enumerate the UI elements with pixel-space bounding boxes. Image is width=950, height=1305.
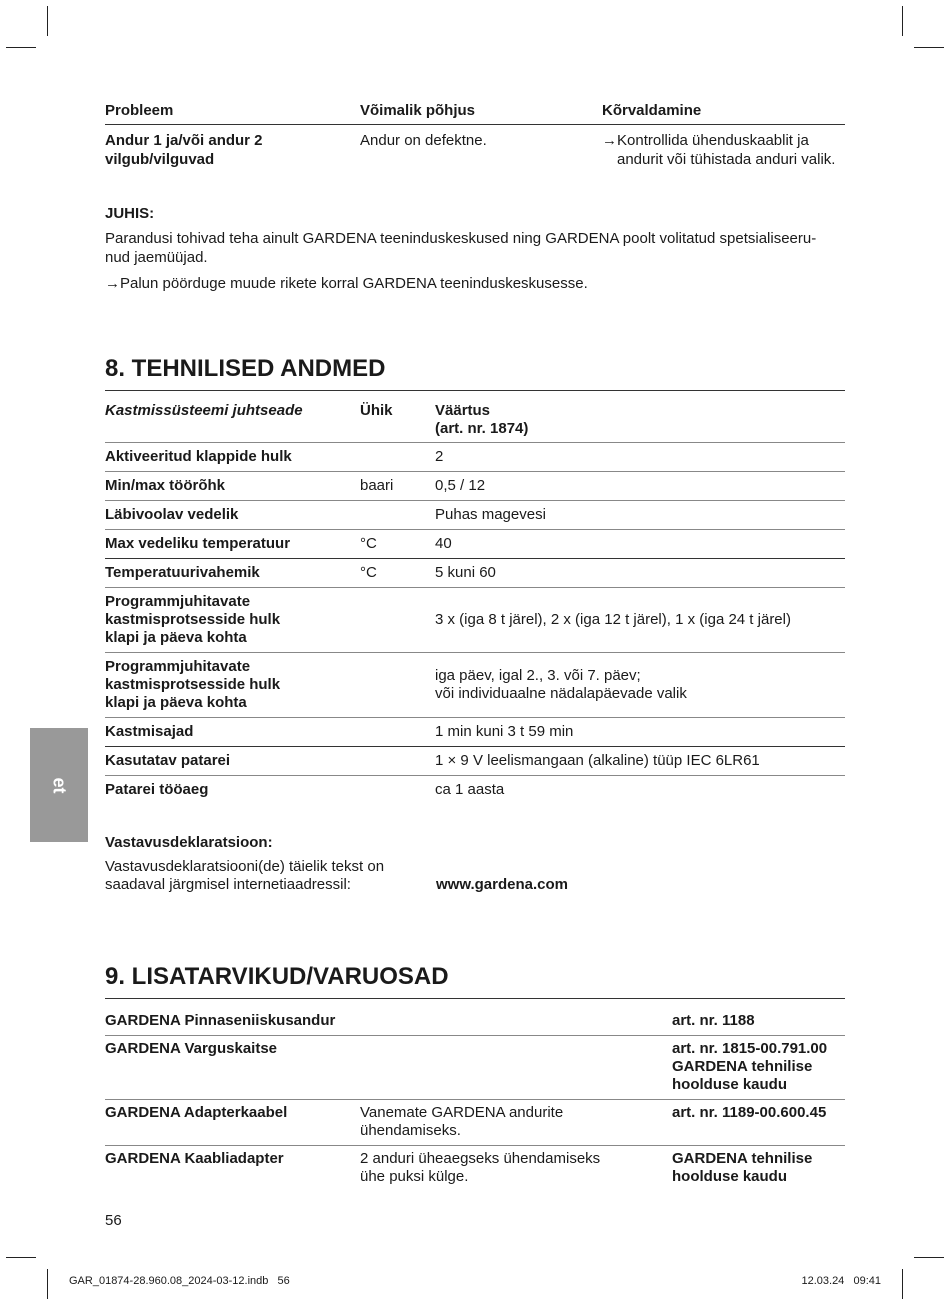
declaration-text [105, 858, 436, 894]
row-label: Patarei tööaeg [105, 781, 209, 798]
row-label [105, 593, 360, 647]
accessory-art [672, 1040, 845, 1094]
language-code: et [49, 776, 70, 794]
row-label: Temperatuurivahemik [105, 564, 260, 581]
declaration-row [105, 858, 845, 894]
section-title-accessories: 9. LISATARVIKUD/VARUOSAD [105, 962, 845, 999]
arrow-right-icon: → [105, 275, 120, 292]
accessory-art-line: art. nr. 1189-00.600.45 [672, 1104, 827, 1121]
row-label-line: Programmjuhitavate [105, 593, 251, 610]
crop-mark [47, 1269, 48, 1299]
accessory-desc [360, 1104, 672, 1140]
row-label: Aktiveeritud klappide hulk [105, 448, 292, 465]
language-tab [30, 728, 88, 842]
print-footer-timestamp: 12.03.24 09:41 [801, 1275, 881, 1287]
row-label: Läbivoolav vedelik [105, 506, 239, 523]
problem-cell [105, 131, 360, 169]
row-label-line: klapi ja päeva kohta [105, 629, 247, 646]
accessory-name: GARDENA Varguskaitse [105, 1040, 278, 1057]
note-line: nud jaemüüjad. [105, 249, 208, 266]
row-value-line: või individuaalne nädalapäevade valik [435, 685, 687, 702]
table-row [105, 1100, 845, 1146]
row-unit: °C [360, 564, 377, 581]
table-row [105, 443, 845, 472]
row-value: 0,5 / 12 [435, 477, 486, 494]
row-value [435, 667, 845, 703]
accessory-name: GARDENA Kaabliadapter [105, 1150, 284, 1167]
row-label: Kastmisajad [105, 723, 194, 740]
row-label-line: Programmjuhitavate [105, 658, 251, 675]
table-row [105, 472, 845, 501]
accessory-art-line: art. nr. 1188 [672, 1012, 755, 1029]
table-row [105, 588, 845, 653]
row-value: 1 × 9 V leelismangaan (alkaline) tüüp IEC 6LR61 [435, 752, 760, 769]
header-problem: Probleem [105, 102, 174, 119]
header-fix: Kõrvaldamine [602, 102, 702, 119]
section-title-technical-data: 8. TEHNILISED ANDMED [105, 354, 845, 391]
troubleshooting-table [105, 101, 845, 169]
accessory-art-line: hoolduse kaudu [672, 1168, 788, 1185]
accessory-art [672, 1012, 845, 1030]
declaration-line: saadaval järgmisel internetiaadressil: [105, 876, 351, 893]
accessory-desc-line: 2 anduri üheaegseks ühendamiseks [360, 1150, 601, 1167]
note-body [105, 229, 845, 267]
crop-mark [6, 47, 36, 48]
row-label-line: kastmisprotsesside hulk [105, 676, 281, 693]
row-value: ca 1 aasta [435, 781, 505, 798]
crop-mark [914, 47, 944, 48]
table-row [105, 1008, 845, 1036]
fix-line: andurit või tühistada anduri valik. [617, 151, 836, 168]
accessory-art-line: hoolduse kaudu [672, 1076, 788, 1093]
table-header [105, 101, 845, 125]
note-arrow-line [105, 274, 845, 293]
crop-mark [902, 6, 903, 36]
header-value-line: (art. nr. 1874) [435, 420, 529, 437]
row-value: 40 [435, 535, 452, 552]
note-line: Parandusi tohivad teha ainult GARDENA teeninduskeskused ning GARDENA poolt volitatud spetsialiseeru- [105, 230, 817, 247]
arrow-right-icon: → [602, 132, 617, 149]
table-header [105, 398, 845, 443]
note-arrow-text: Palun pöörduge muude rikete korral GARDENA teeninduskeskusesse. [120, 275, 588, 292]
accessory-art-line: GARDENA tehnilise [672, 1058, 813, 1075]
table-row [105, 1146, 845, 1191]
accessory-desc [360, 1150, 672, 1186]
row-unit: °C [360, 535, 377, 552]
header-value [435, 402, 845, 438]
row-value: 1 min kuni 3 t 59 min [435, 723, 574, 740]
accessory-art-line: GARDENA tehnilise [672, 1150, 813, 1167]
accessories-table [105, 1008, 845, 1191]
header-device: Kastmissüsteemi juhtseade [105, 402, 303, 419]
accessory-art [672, 1104, 845, 1122]
page-number: 56 [105, 1212, 122, 1229]
accessory-name: GARDENA Adapterkaabel [105, 1104, 288, 1121]
row-unit: baari [360, 477, 394, 494]
header-cause: Võimalik põhjus [360, 102, 476, 119]
note-title: JUHIS: [105, 205, 155, 222]
accessory-desc-line: Vanemate GARDENA andurite [360, 1104, 564, 1121]
crop-mark [914, 1257, 944, 1258]
row-value-line: iga päev, igal 2., 3. või 7. päev; [435, 667, 641, 684]
row-value: 5 kuni 60 [435, 564, 496, 581]
row-label-line: kastmisprotsesside hulk [105, 611, 281, 628]
accessory-art [672, 1150, 845, 1186]
row-value: 2 [435, 448, 444, 465]
accessory-desc-line: ühe puksi külge. [360, 1168, 469, 1185]
table-row [105, 653, 845, 718]
print-footer-file: GAR_01874-28.960.08_2024-03-12.indb 56 [69, 1275, 290, 1287]
row-label: Kasutatav patarei [105, 752, 231, 769]
table-row [105, 776, 845, 804]
table-row [105, 1036, 845, 1100]
accessory-art-line: art. nr. 1815-00.791.00 [672, 1040, 828, 1057]
table-row [105, 501, 845, 530]
table-row [105, 718, 845, 747]
declaration-url-link[interactable]: www.gardena.com [436, 876, 568, 893]
problem-line: Andur 1 ja/või andur 2 [105, 132, 263, 149]
cause-cell: Andur on defektne. [360, 132, 487, 149]
header-unit: Ühik [360, 402, 393, 419]
crop-mark [6, 1257, 36, 1258]
table-row [105, 747, 845, 776]
note-block [105, 204, 845, 293]
row-value: 3 x (iga 8 t järel), 2 x (iga 12 t järel), 1 x (iga 24 t järel) [435, 611, 791, 628]
declaration-title: Vastavusdeklaratsioon: [105, 834, 273, 851]
fix-cell [602, 131, 845, 169]
accessory-name: GARDENA Pinnaseniiskusandur [105, 1012, 336, 1029]
row-value: Puhas magevesi [435, 506, 546, 523]
crop-mark [902, 1269, 903, 1299]
problem-line: vilgub/vilguvad [105, 151, 215, 168]
row-label [105, 658, 360, 712]
crop-mark [47, 6, 48, 36]
table-row [105, 125, 845, 169]
declaration-line: Vastavusdeklaratsiooni(de) täielik tekst on [105, 858, 385, 875]
technical-data-table [105, 398, 845, 804]
fix-line: Kontrollida ühenduskaablit ja [617, 132, 809, 149]
declaration-block [105, 834, 845, 894]
row-label-line: klapi ja päeva kohta [105, 694, 247, 711]
table-row [105, 530, 845, 559]
table-row [105, 559, 845, 588]
accessory-desc-line: ühendamiseks. [360, 1122, 461, 1139]
row-label: Min/max töörõhk [105, 477, 226, 494]
header-value-line: Väärtus [435, 402, 491, 419]
row-label: Max vedeliku temperatuur [105, 535, 291, 552]
